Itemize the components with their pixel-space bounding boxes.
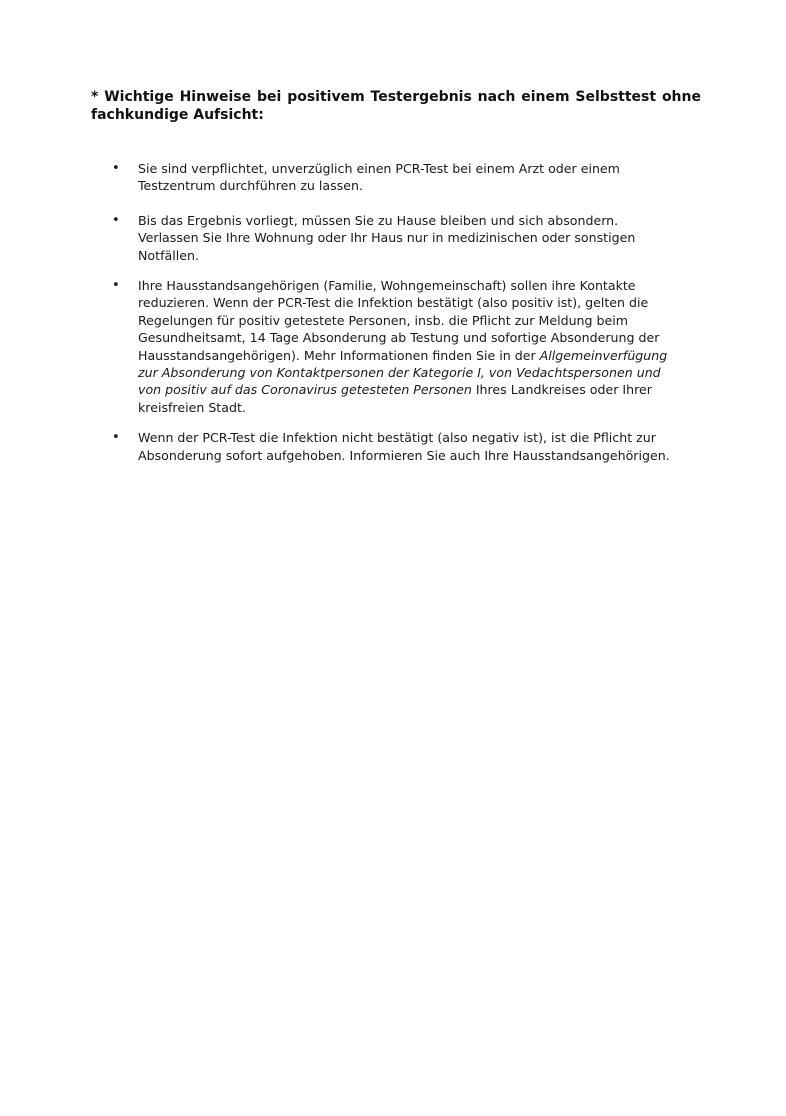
notice-heading xyxy=(91,88,701,124)
list-item-text: Wenn der PCR-Test die Infektion nicht bestätigt (also negativ ist), ist die Pflicht zur Absonderung sofort aufgehoben. Informieren Sie auch Ihre Hausstandsangehörigen. xyxy=(138,430,670,463)
list-item xyxy=(112,277,672,416)
bullet-dot: • xyxy=(112,430,120,446)
bullet-dot: • xyxy=(112,212,120,228)
list-item xyxy=(112,160,672,195)
bullet-dot: • xyxy=(112,278,120,294)
list-item xyxy=(112,429,672,464)
heading-text: Wichtige Hinweise bei positivem Testergebnis nach einem Selbsttest ohne fachkundige Aufsicht: xyxy=(91,89,701,123)
notice-list xyxy=(112,160,672,464)
list-item-text-italic-reference: Allgemeinverfügung zur Absonderung von Kontaktpersonen der Kategorie I, von Vedachtspersonen und von positiv auf das Coronavirus getesteten Personen xyxy=(138,347,668,398)
list-item xyxy=(112,212,672,264)
list-item-text: Sie sind verpflichtet, unverzüglich einen PCR-Test bei einem Arzt oder einem Testzentrum durchführen zu lassen. xyxy=(138,161,620,194)
list-item-text-plain: Ihre Hausstandsangehörigen (Familie, Wohngemeinschaft) sollen ihre Kontakte reduzieren. Wenn der PCR-Test die Infektion bestätigt (also positiv ist), gelten die Regelungen für positiv getestete Personen, insb. die Pflicht zur Meldung beim Gesundheitsamt, 14 Tage Absonderung ab Testung und sofortige Absonderung der Hausstandsangehörigen). Mehr Informationen finden Sie in der xyxy=(138,278,660,363)
list-item-text xyxy=(138,277,672,416)
list-item-text: Bis das Ergebnis vorliegt, müssen Sie zu Hause bleiben und sich absondern. Verlassen Sie Ihre Wohnung oder Ihr Haus nur in medizinischen oder sonstigen Notfällen. xyxy=(138,212,636,263)
list-item-text-plain-end: Ihres Landkreises oder Ihrer kreisfreien Stadt. xyxy=(138,382,652,415)
bullet-dot: • xyxy=(112,161,120,176)
heading-asterisk: * xyxy=(91,89,99,105)
